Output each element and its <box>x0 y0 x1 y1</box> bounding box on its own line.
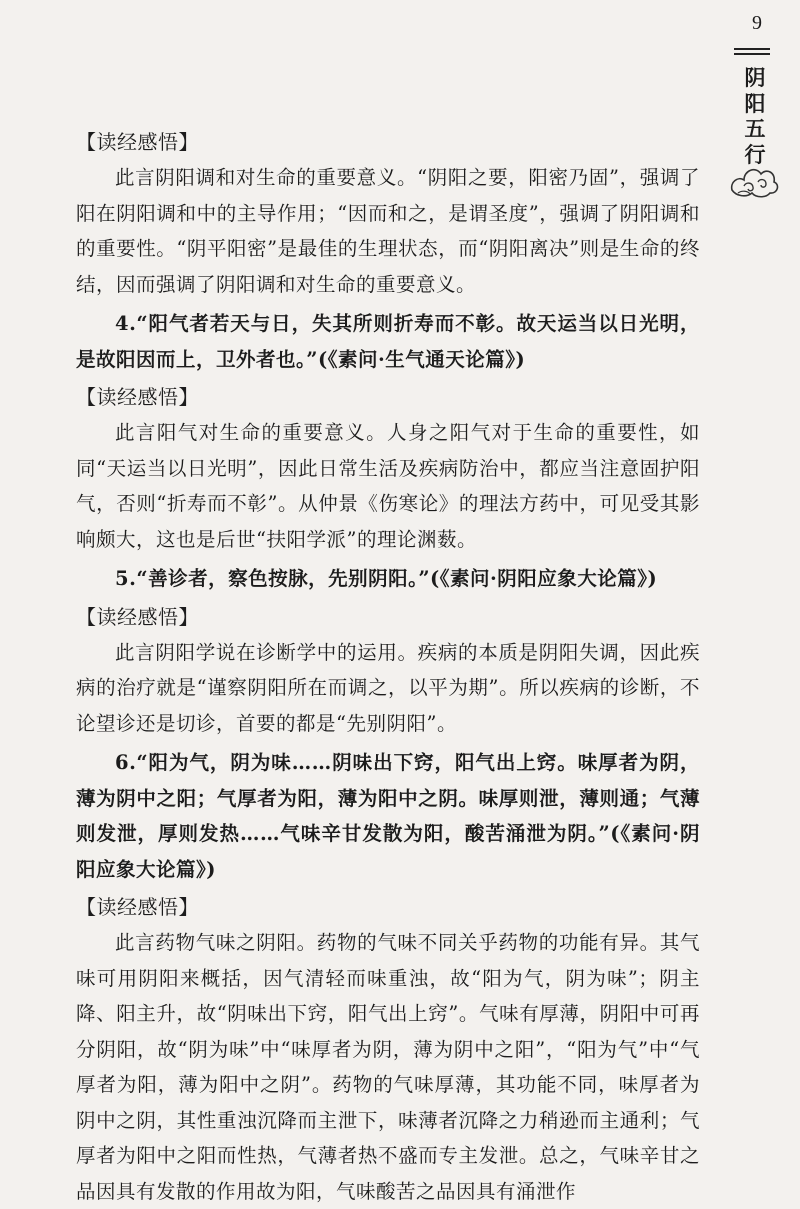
section-heading: 【读经感悟】 <box>76 895 199 919</box>
classic-quote: 6.“阳为气，阴为味……阴味出下窍，阳气出上窍。味厚者为阴，薄为阴中之阳；气厚者为阳，薄为阳中之阴。味厚则泄，薄则通；气薄则发泄，厚则发热……气味辛甘发散为阳，酸苦涌泄为阴。”(《素问·阴阳应象大论篇》) <box>76 751 700 881</box>
commentary-paragraph: 此言阳气对生命的重要意义。人身之阳气对于生命的重要性，如同“天运当以日光明”，因此日常生活及疾病防治中，都应当注意固护阳气，否则“折寿而不彰”。从仲景《伤寒论》的理法方药中，可见受其影响颇大，这也是后世“扶阳学派”的理论渊薮。 <box>76 421 700 551</box>
page-body <box>76 124 700 1209</box>
classic-quote: 5.“善诊者，察色按脉，先别阴阳。”(《素问·阴阳应象大论篇》) <box>115 567 658 590</box>
cloud-scroll-icon <box>728 160 780 200</box>
section-heading: 【读经感悟】 <box>76 130 199 154</box>
header-rule-bottom <box>734 53 770 55</box>
classic-quote: 4.“阳气者若天与日，失其所则折寿而不彰。故天运当以日光明，是故阳因而上，卫外者也。”(《素问·生气通天论篇》) <box>76 312 700 371</box>
section-title: 阴阳五行 <box>744 66 766 167</box>
commentary-paragraph: 此言阴阳学说在诊断学中的运用。疾病的本质是阴阳失调，因此疾病的治疗就是“谨察阴阳所在而调之，以平为期”。所以疾病的诊断，不论望诊还是切诊，首要的都是“先别阴阳”。 <box>76 640 700 735</box>
commentary-paragraph: 此言药物气味之阴阳。药物的气味不同关乎药物的功能有异。其气味可用阴阳来概括，因气清轻而味重浊，故“阳为气，阴为味”；阴主降、阳主升，故“阴味出下窍，阳气出上窍”。气味有厚薄，阴阳中可再分阴阳，故“阴为味”中“味厚者为阴，薄为阴中之阳”，“阳为气”中“气厚者为阳，薄为阳中之阴”。药物的气味厚薄，其功能不同，味厚者为阴中之阴，其性重浊沉降而主泄下，味薄者沉降之力稍逊而主通利；气厚者为阳中之阳而性热，气薄者热不盛而专主发泄。总之，气味辛甘之品因具有发散的作用故为阳，气味酸苦之品因具有涌泄作 <box>76 931 700 1203</box>
section-heading: 【读经感悟】 <box>76 604 199 629</box>
commentary-paragraph: 此言阴阳调和对生命的重要意义。“阴阳之要，阳密乃固”，强调了阳在阴阳调和中的主导作用；“因而和之，是谓圣度”，强调了阴阳调和的重要性。“阴平阳密”是最佳的生理状态，而“阴阳离决”则是生命的终结，因而强调了阴阳调和对生命的重要意义。 <box>76 166 700 296</box>
page-number: 9 <box>752 12 762 34</box>
header-rule-top <box>734 48 770 50</box>
section-heading: 【读经感悟】 <box>76 385 199 409</box>
